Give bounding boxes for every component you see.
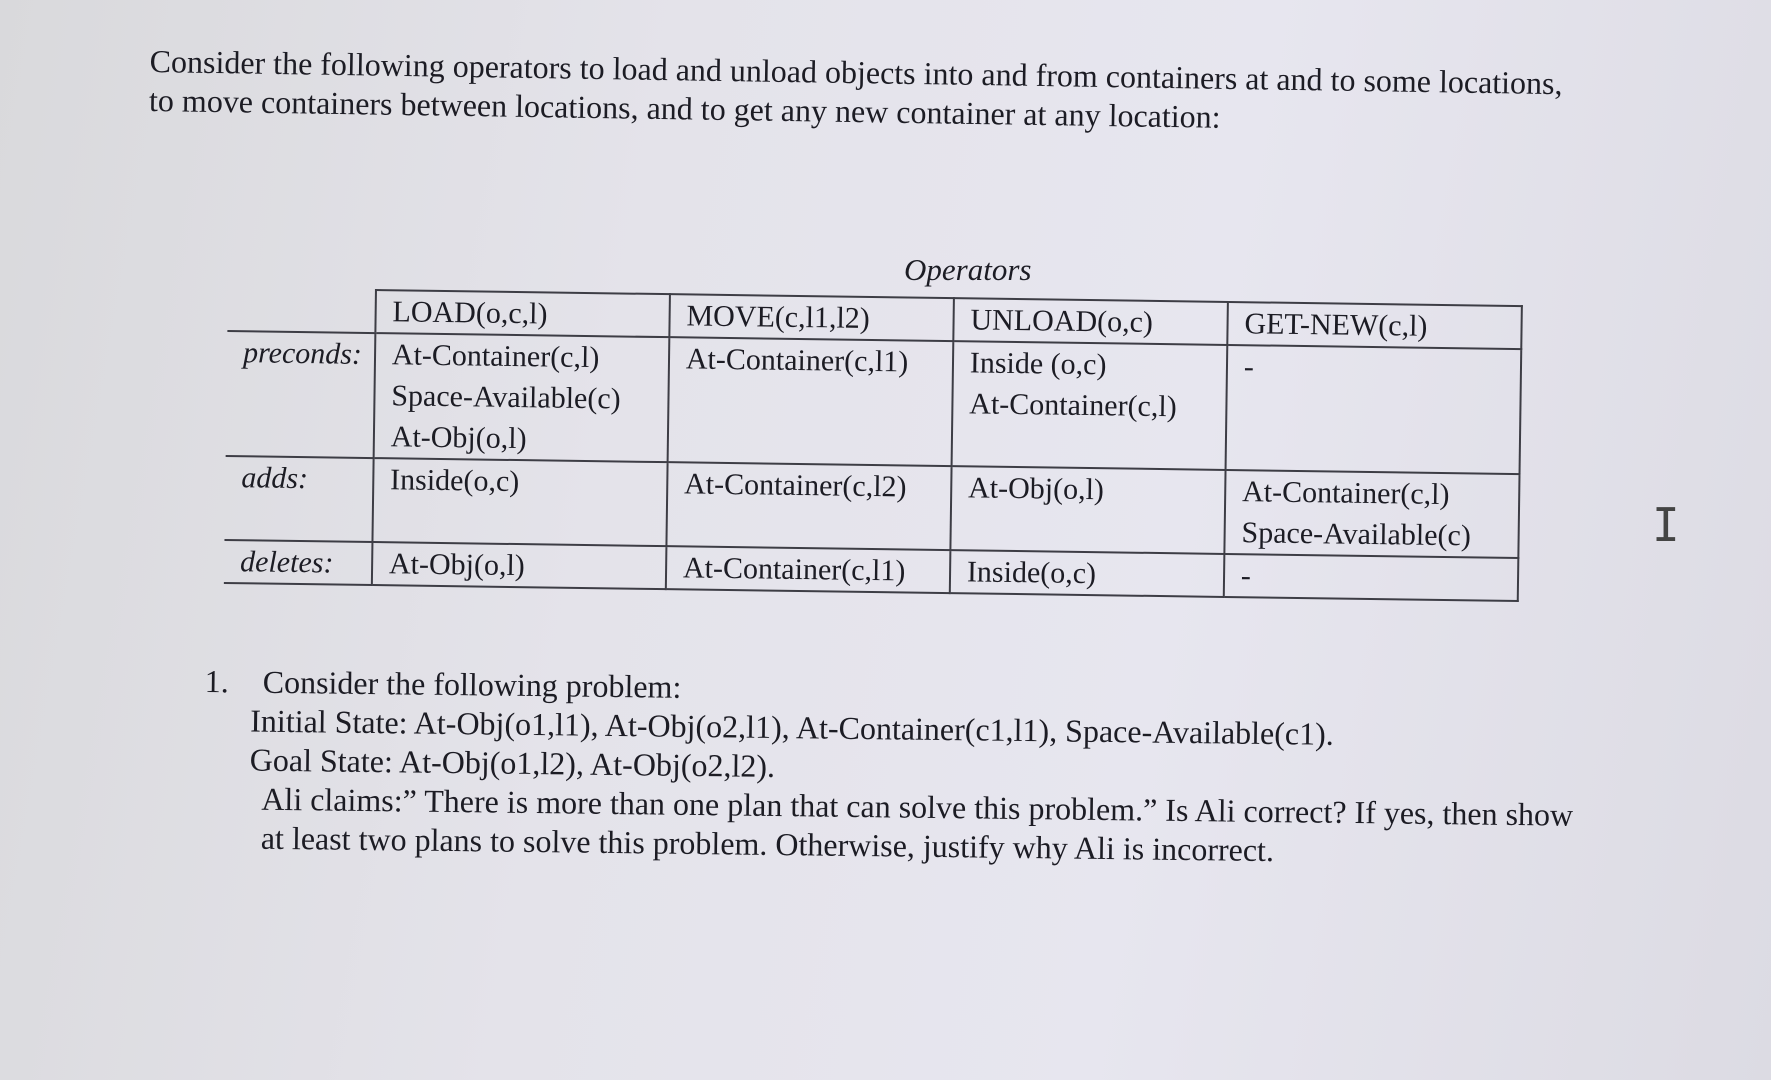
unload-precond-1: Inside (o,c)	[969, 346, 1107, 382]
ali-claim: Ali claims:” There is more than one plan that can solve this problem.” Is Ali correct? If yes, then show at least two plans to solve this problem. Otherwise, justify why Ali is incorrect.	[260, 780, 1574, 869]
load-delete-1: At-Obj(o,l)	[388, 547, 526, 583]
get-new-delete-1: -	[1240, 559, 1252, 593]
cell-move-preconds	[667, 337, 953, 466]
load-precond-3: At-Obj(o,l)	[390, 420, 527, 456]
cell-move-adds	[666, 462, 951, 550]
question-prompt: Consider the following problem:	[262, 663, 682, 705]
operators-table	[224, 287, 1523, 602]
get-new-precond-1: -	[1243, 350, 1255, 384]
intro-paragraph: Consider the following operators to load and unload objects into and from containers at and to some locations, to move containers between locations, and to get any new container at any location:	[148, 42, 1563, 135]
cell-unload-adds	[950, 466, 1225, 554]
cell-get-new-adds	[1224, 470, 1519, 558]
header-move: MOVE(c,l1,l2)	[669, 294, 954, 341]
initial-state: Initial State: At-Obj(o1,l1), At-Obj(o2,l1), At-Container(c1,l1), Space-Available(c1).	[250, 702, 1334, 752]
header-load: LOAD(o,c,l)	[375, 290, 670, 337]
preconds-row	[226, 331, 1521, 474]
cell-load-adds	[372, 458, 667, 546]
table-corner	[227, 288, 375, 333]
row-label-adds: adds:	[224, 456, 373, 542]
question-1	[203, 662, 1605, 874]
cell-unload-preconds	[951, 341, 1227, 470]
cell-move-deletes	[666, 546, 951, 593]
load-add-1: Inside(o,c)	[389, 463, 520, 499]
operators-caption: Operators	[904, 252, 1032, 287]
move-delete-1: At-Container(c,l1)	[682, 551, 906, 588]
unload-precond-2: At-Container(c,l)	[969, 387, 1177, 424]
move-add-1: At-Container(c,l2)	[683, 467, 907, 504]
unload-add-1: At-Obj(o,l)	[967, 471, 1105, 507]
cell-load-deletes	[372, 542, 667, 589]
cell-get-new-deletes	[1224, 554, 1519, 601]
text-cursor-icon: I	[1652, 498, 1680, 552]
load-precond-2: Space-Available(c)	[391, 379, 621, 416]
cell-unload-deletes	[950, 550, 1225, 597]
get-new-add-1: At-Container(c,l)	[1241, 475, 1450, 512]
row-label-preconds: preconds:	[226, 331, 376, 458]
cell-load-preconds	[373, 333, 669, 462]
header-get-new: GET-NEW(c,l)	[1227, 302, 1522, 349]
goal-state: Goal State: At-Obj(o1,l2), At-Obj(o2,l2).	[249, 741, 776, 784]
row-label-deletes: deletes:	[224, 540, 372, 585]
unload-delete-1: Inside(o,c)	[966, 555, 1097, 591]
question-number: 1.	[204, 662, 229, 700]
get-new-add-2: Space-Available(c)	[1241, 516, 1472, 553]
load-precond-1: At-Container(c,l)	[391, 338, 600, 375]
question-body	[249, 663, 1605, 874]
move-precond-1: At-Container(c,l1)	[685, 342, 909, 379]
cell-get-new-preconds	[1225, 345, 1521, 474]
header-unload: UNLOAD(o,c)	[953, 298, 1228, 345]
